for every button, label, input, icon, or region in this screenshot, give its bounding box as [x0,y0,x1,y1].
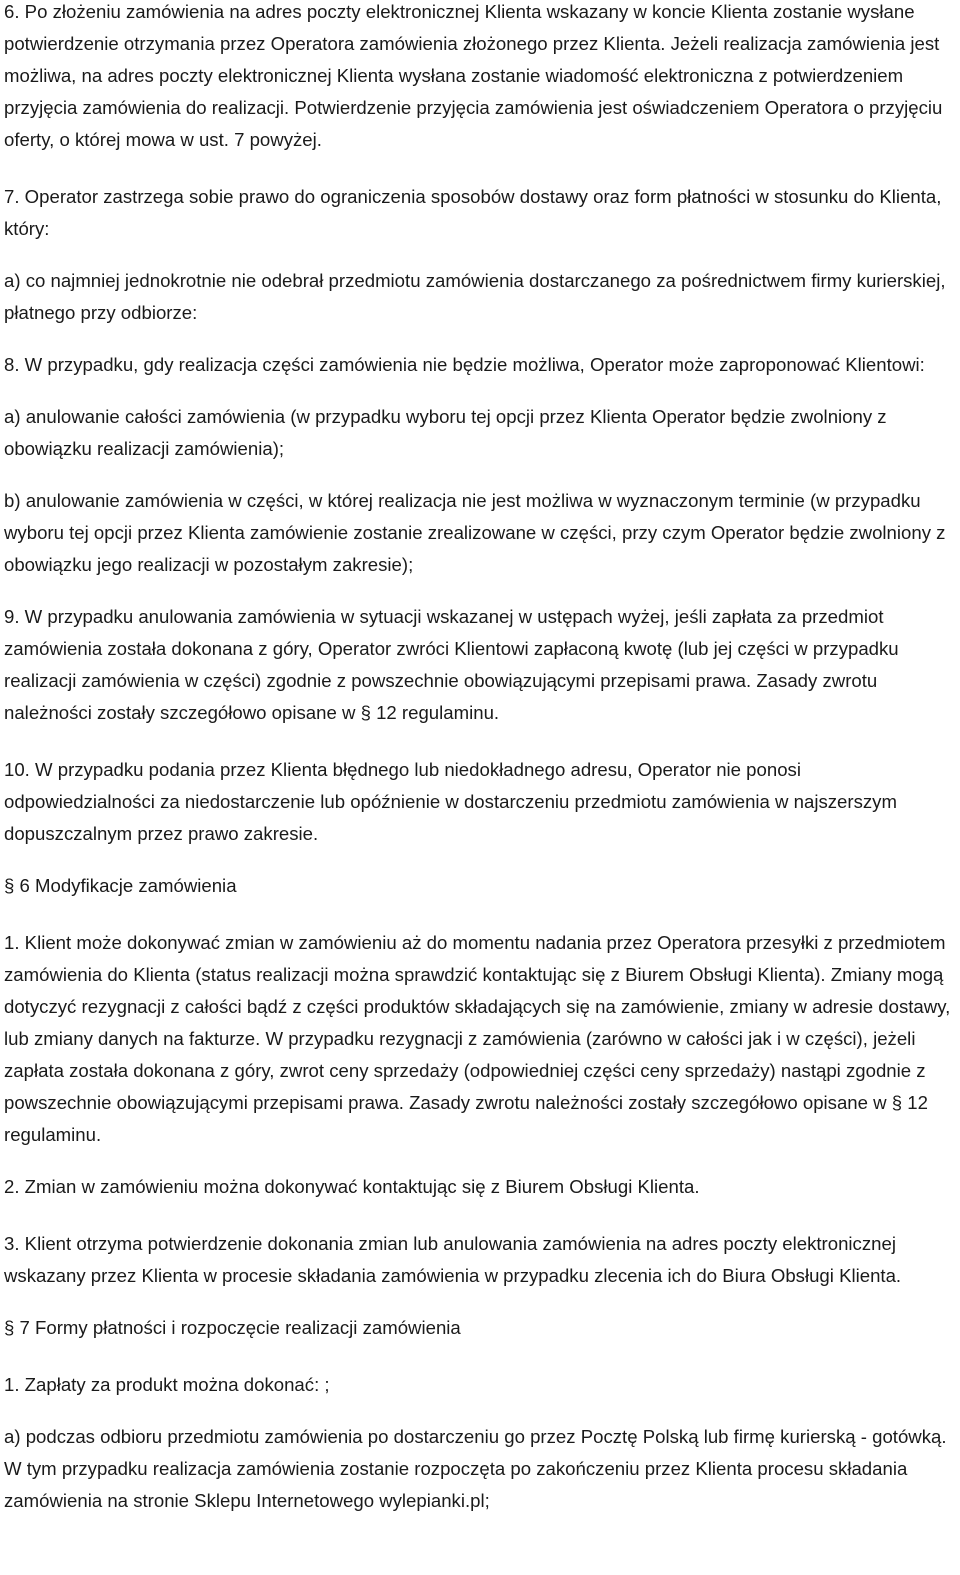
paragraph-8-item-b: b) anulowanie zamówienia w części, w której realizacja nie jest możliwa w wyznaczonym terminie (w przypadku wyboru tej opcji przez Klienta zamówienie zostanie zrealizowane w części, przy czym Operator będzie zwolniony z obowiązku jego realizacji w pozostałym zakresie); [4,490,946,575]
paragraph-8: 8. W przypadku, gdy realizacja części zamówienia nie będzie możliwa, Operator może zaproponować Klientowi: [4,354,925,375]
section-7-paragraph-1-item-a: a) podczas odbioru przedmiotu zamówienia po dostarczeniu go przez Pocztę Polską lub firmę kurierską - gotówką. W tym przypadku realizacja zamówienia zostanie rozpoczęta po zakończeniu przez Klienta procesu składania zamówienia na stronie Sklepu Internetowego wylepianki.pl; [4,1426,947,1511]
paragraph-7: 7. Operator zastrzega sobie prawo do ograniczenia sposobów dostawy oraz form płatności w stosunku do Klienta, który: [4,186,942,239]
paragraph-9: 9. W przypadku anulowania zamówienia w sytuacji wskazanej w ustępach wyżej, jeśli zapłata za przedmiot zamówienia została dokonana z góry, Operator zwróci Klientowi zapłaconą kwotę (lub jej części w przypadku realizacji zamówienia w części) zgodnie z powszechnie obowiązującymi przepisami prawa. Zasady zwrotu należności zostały szczegółowo opisane w § 12 regulaminu. [4,606,899,723]
section-6-heading: § 6 Modyfikacje zamówienia [4,875,237,896]
paragraph-10: 10. W przypadku podania przez Klienta błędnego lub niedokładnego adresu, Operator nie ponosi odpowiedzialności za niedostarczenie lub opóźnienie w dostarczeniu przedmiotu zamówienia w najszerszym dopuszczalnym przez prawo zakresie. [4,759,897,844]
section-7-heading: § 7 Formy płatności i rozpoczęcie realizacji zamówienia [4,1317,461,1338]
paragraph-6: 6. Po złożeniu zamówienia na adres poczty elektronicznej Klienta wskazany w koncie Klienta zostanie wysłane potwierdzenie otrzymania przez Operatora zamówienia złożonego przez Klienta. Jeżeli realizacja zamówienia jest możliwa, na adres poczty elektronicznej Klienta wysłana zostanie wiadomość elektroniczna z potwierdzeniem przyjęcia zamówienia do realizacji. Potwierdzenie przyjęcia zamówienia jest oświadczeniem Operatora o przyjęciu oferty, o której mowa w ust. 7 powyżej. [4,1,943,150]
section-6-paragraph-1: 1. Klient może dokonywać zmian w zamówieniu aż do momentu nadania przez Operatora przesyłki z przedmiotem zamówienia do Klienta (status realizacji można sprawdzić kontaktując się z Biurem Obsługi Klienta). Zmiany mogą dotyczyć rezygnacji z całości bądź z części produktów składających się na zamówienie, zmiany w adresie dostawy, lub zmiany danych na fakturze. W przypadku rezygnacji z zamówienia (zarówno w całości jak i w części), jeżeli zapłata została dokonana z góry, zwrot ceny sprzedaży (odpowiedniej części ceny sprzedaży) nastąpi zgodnie z powszechnie obowiązującymi przepisami prawa. Zasady zwrotu należności zostały szczegółowo opisane w § 12 regulaminu. [4,932,951,1145]
section-6-paragraph-3: 3. Klient otrzyma potwierdzenie dokonania zmian lub anulowania zamówienia na adres poczty elektronicznej wskazany przez Klienta w procesie składania zamówienia w przypadku zlecenia ich do Biura Obsługi Klienta. [4,1233,902,1286]
paragraph-7-item-a: a) co najmniej jednokrotnie nie odebrał przedmiotu zamówienia dostarczanego za pośrednictwem firmy kurierskiej, płatnego przy odbiorze: [4,270,946,323]
paragraph-8-item-a: a) anulowanie całości zamówienia (w przypadku wyboru tej opcji przez Klienta Operator będzie zwolniony z obowiązku realizacji zamówienia); [4,406,887,459]
section-7-paragraph-1: 1. Zapłaty za produkt można dokonać: ; [4,1374,330,1395]
section-6-paragraph-2: 2. Zmian w zamówieniu można dokonywać kontaktując się z Biurem Obsługi Klienta. [4,1176,700,1197]
